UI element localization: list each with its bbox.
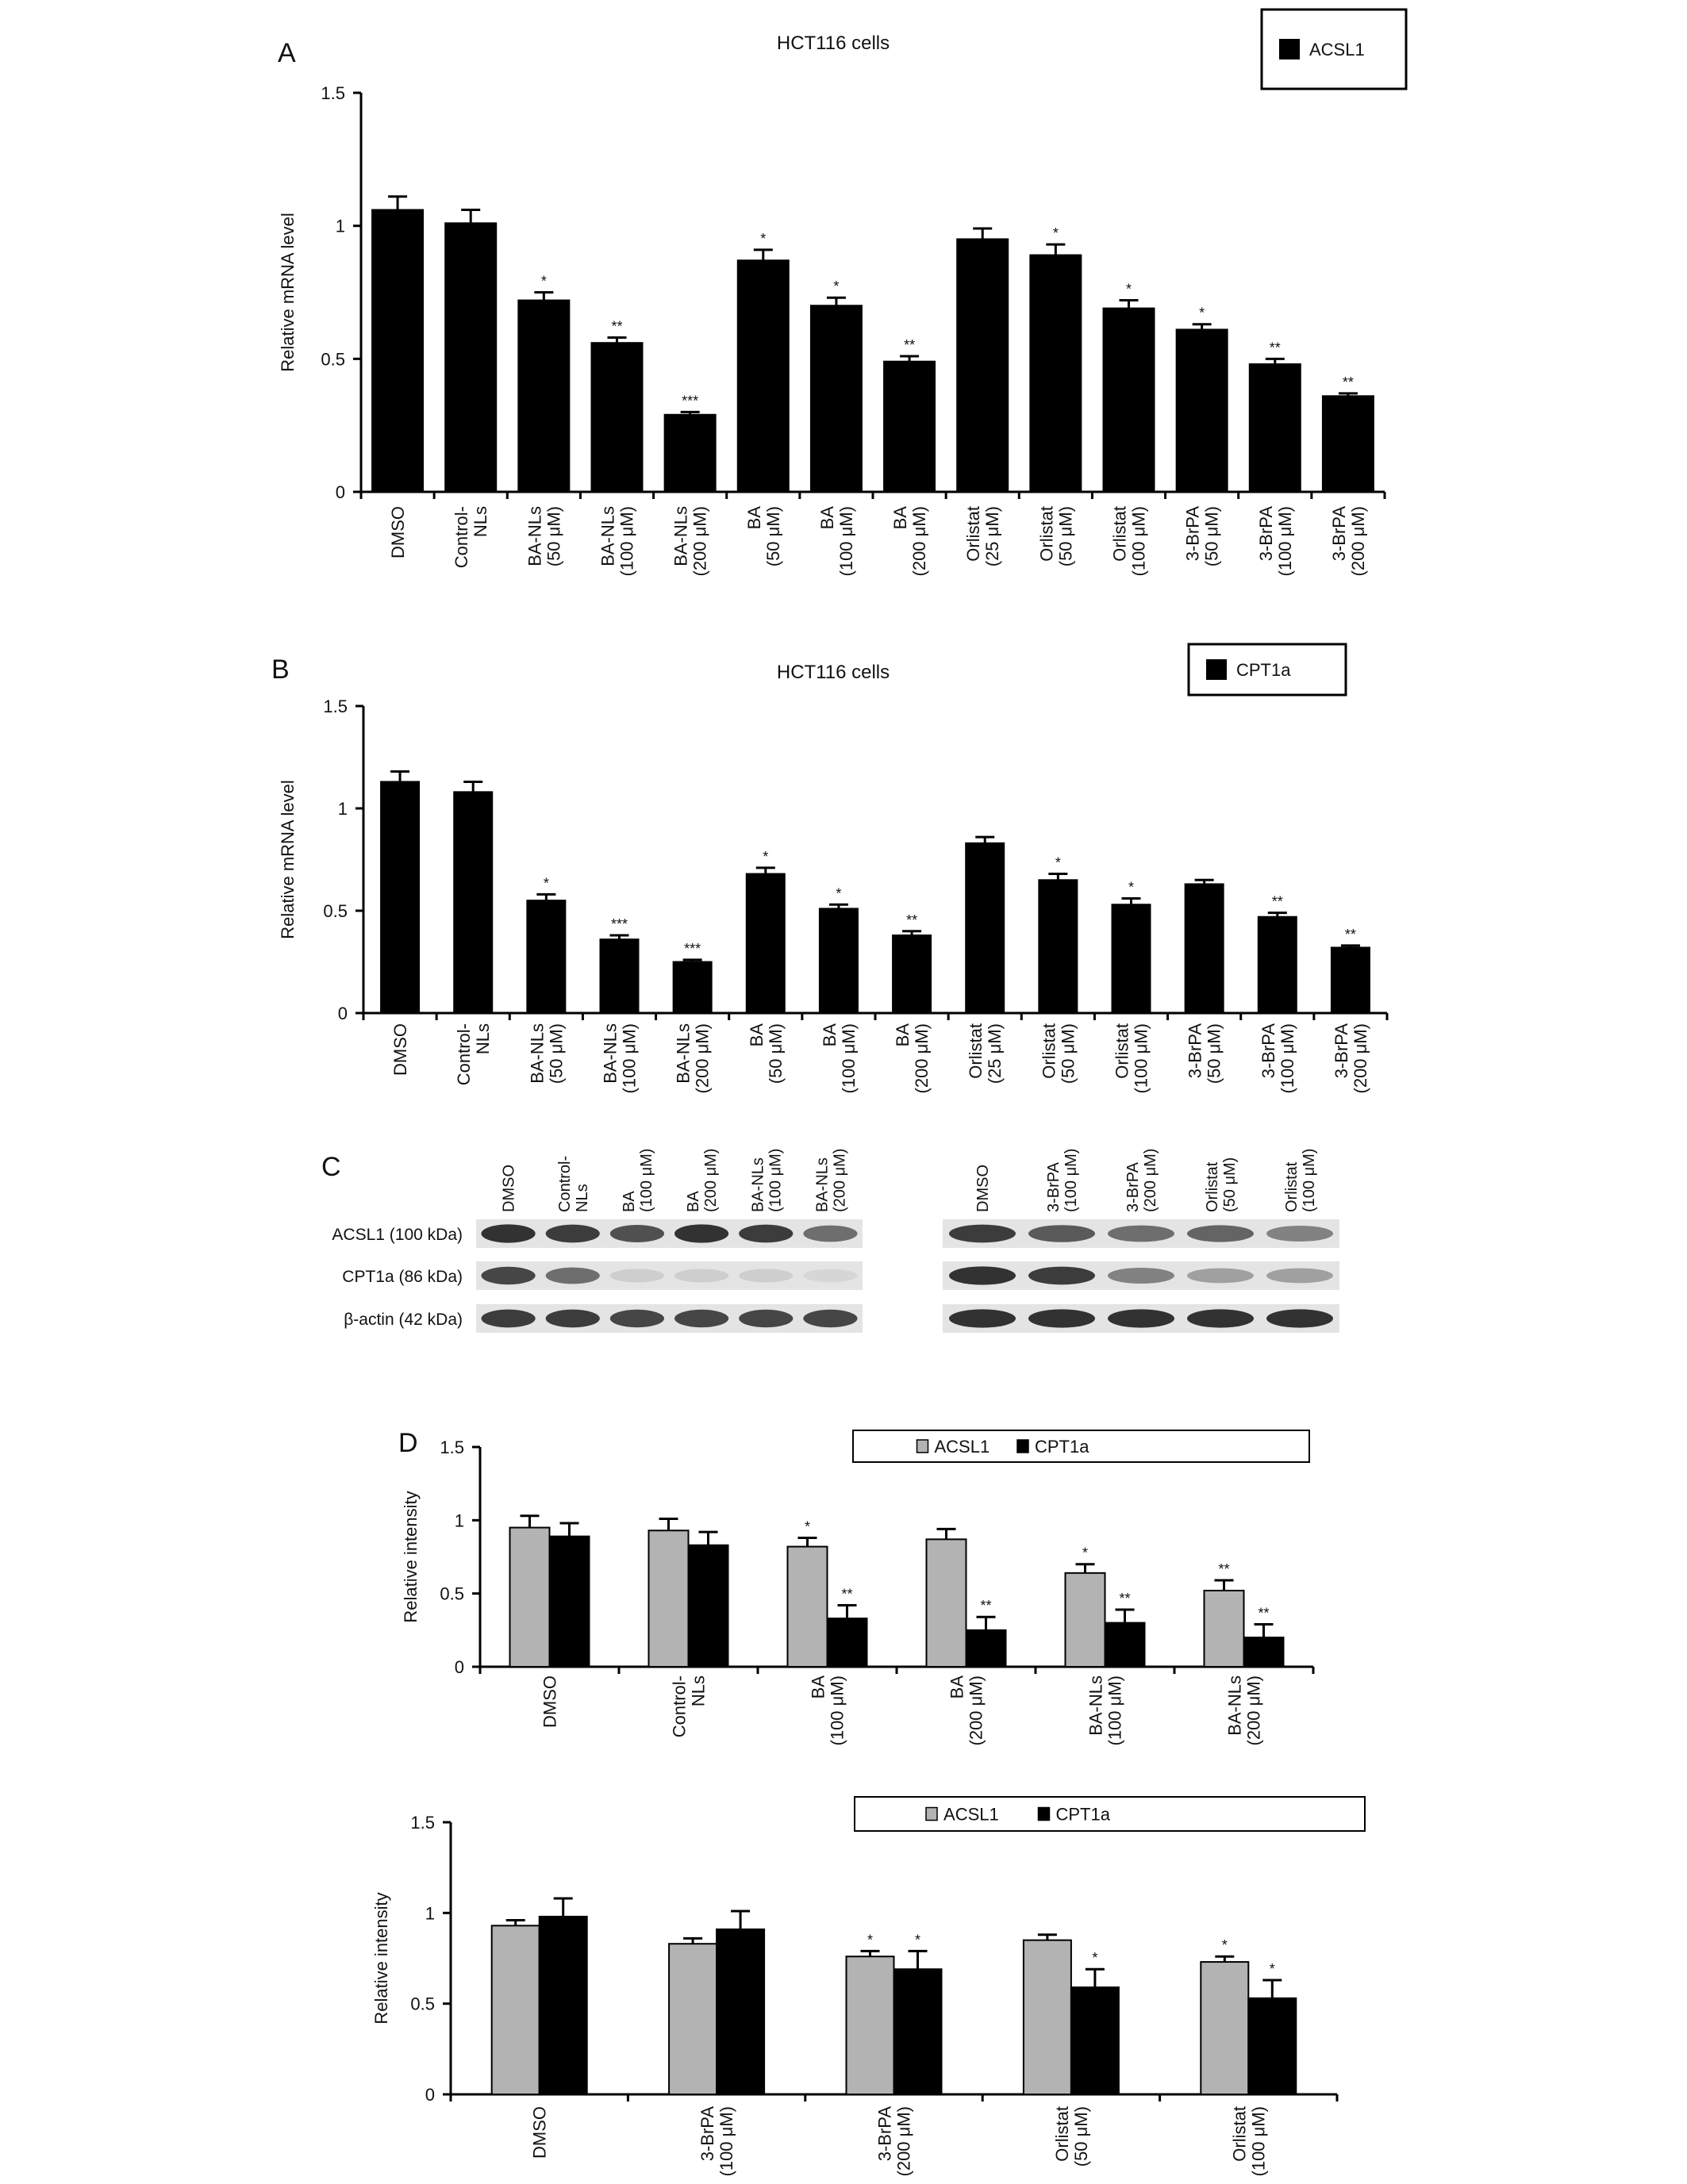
significance-marker: ** xyxy=(1269,340,1281,356)
category-label: 3-BrPA xyxy=(697,2106,718,2162)
bar-acsl1 xyxy=(649,1530,689,1667)
category-label: BA xyxy=(819,1023,840,1047)
y-axis-label: Relative mRNA level xyxy=(278,780,298,939)
bar-cpt1a xyxy=(527,900,565,1013)
y-tick-label: 0 xyxy=(454,1657,464,1677)
bar-acsl1 xyxy=(884,362,935,492)
blot-lane-label: (200 μM) xyxy=(831,1148,849,1212)
blot-lane-label: (200 μM) xyxy=(702,1148,721,1212)
bar-cpt1a xyxy=(1244,1637,1284,1667)
category-label: (200 μM) xyxy=(912,1023,932,1094)
blot-lane-label: BA xyxy=(620,1191,638,1212)
panel-letter-d: D xyxy=(398,1428,418,1458)
category-label: NLs xyxy=(471,506,491,538)
category-label: (100 μM) xyxy=(1274,506,1295,577)
legend-label: ACSL1 xyxy=(934,1437,990,1457)
bar-acsl1 xyxy=(847,1956,894,2094)
category-label: (100 μM) xyxy=(1131,1023,1151,1094)
blot-band xyxy=(949,1309,1016,1327)
blot-band xyxy=(546,1225,600,1243)
category-label: 3-BrPA xyxy=(1182,506,1203,562)
category-label: BA-NLs xyxy=(525,506,545,566)
blot-band xyxy=(1108,1226,1174,1242)
blot-lane-label: Orlistat xyxy=(1204,1161,1221,1212)
category-label: (100 μM) xyxy=(1248,2106,1269,2177)
bar-cpt1a xyxy=(1248,1998,1296,2094)
blot-band xyxy=(1108,1309,1174,1327)
significance-marker: ** xyxy=(1342,374,1354,390)
chart-title: HCT116 cells xyxy=(776,662,890,683)
significance-marker: *** xyxy=(610,915,628,932)
bar-cpt1a xyxy=(1071,1987,1119,2094)
blot-lane-label: Orlistat xyxy=(1283,1161,1301,1212)
significance-marker: *** xyxy=(682,393,699,409)
category-label: (100 μM) xyxy=(619,1023,640,1094)
panel-letter-c: C xyxy=(321,1152,341,1182)
bar-acsl1 xyxy=(492,1925,540,2094)
category-label: Control- xyxy=(669,1675,690,1738)
bar-cpt1a xyxy=(1105,1623,1145,1667)
bar-acsl1 xyxy=(1323,396,1374,492)
category-label: Control- xyxy=(454,1023,475,1086)
bar-cpt1a xyxy=(601,939,639,1013)
bar-cpt1a xyxy=(674,962,712,1014)
bar-cpt1a xyxy=(454,792,492,1013)
category-label: (200 μM) xyxy=(1350,1023,1370,1094)
significance-marker: * xyxy=(1125,281,1132,297)
y-tick-label: 0.5 xyxy=(323,901,348,921)
category-label: BA xyxy=(947,1675,967,1699)
significance-marker: ** xyxy=(906,912,918,928)
category-label: (100 μM) xyxy=(1105,1675,1125,1746)
significance-marker: * xyxy=(1055,854,1061,871)
legend-swatch xyxy=(917,1440,928,1453)
legend-swatch xyxy=(1279,39,1300,59)
legend-label: CPT1a xyxy=(1236,660,1291,680)
category-label: Orlistat xyxy=(1112,1023,1132,1079)
bar-acsl1 xyxy=(811,305,862,492)
blot-lane-label: 3-BrPA xyxy=(1045,1162,1063,1212)
chart-panel-a xyxy=(278,10,1406,576)
blot-lane-label: (200 μM) xyxy=(1142,1148,1159,1212)
panel-letter-a: A xyxy=(278,38,296,68)
y-tick-label: 0 xyxy=(337,1004,348,1023)
bar-cpt1a xyxy=(893,935,931,1013)
blot-band xyxy=(1028,1225,1095,1242)
y-axis-label: Relative mRNA level xyxy=(278,213,298,372)
category-label: BA xyxy=(746,1023,767,1047)
category-label: (200 μM) xyxy=(692,1023,713,1094)
y-axis-label: Relative intensity xyxy=(401,1491,421,1623)
category-label: (100 μM) xyxy=(827,1675,847,1746)
bar-acsl1 xyxy=(1201,1962,1248,2094)
significance-marker: * xyxy=(1221,1937,1228,1954)
category-label: (100 μM) xyxy=(838,1023,859,1094)
bar-cpt1a xyxy=(550,1537,590,1667)
blot-band xyxy=(674,1269,728,1283)
category-label: BA-NLs xyxy=(671,506,691,566)
bar-acsl1 xyxy=(1030,255,1081,492)
blot-band xyxy=(1028,1267,1095,1285)
chart-panel-d-bottom xyxy=(371,1797,1365,2176)
bar-acsl1 xyxy=(1177,329,1228,492)
blot-lane-label: (100 μM) xyxy=(1063,1148,1080,1212)
bar-cpt1a xyxy=(820,908,858,1013)
category-label: BA xyxy=(744,506,764,530)
category-label: (100 μM) xyxy=(617,506,637,577)
blot-band xyxy=(949,1225,1016,1243)
blot-band xyxy=(1187,1309,1254,1327)
category-label: 3-BrPA xyxy=(1185,1023,1205,1079)
blot-band xyxy=(739,1225,793,1243)
category-label: NLs xyxy=(473,1023,494,1055)
blot-lane-label: DMSO xyxy=(500,1165,518,1212)
bar-acsl1 xyxy=(592,343,643,492)
category-label: BA-NLs xyxy=(1224,1675,1245,1736)
blot-lane-label: DMSO xyxy=(974,1165,992,1212)
category-label: 3-BrPA xyxy=(1255,506,1276,562)
bar-cpt1a xyxy=(1039,880,1077,1013)
bar-cpt1a xyxy=(717,1929,764,2094)
y-tick-label: 0.5 xyxy=(410,1994,435,2014)
significance-marker: ** xyxy=(611,318,623,335)
blot-band xyxy=(1187,1225,1254,1242)
significance-marker: ** xyxy=(1344,926,1356,942)
significance-marker: * xyxy=(1082,1545,1089,1561)
category-label: (200 μM) xyxy=(893,2106,914,2177)
category-label: (200 μM) xyxy=(1243,1675,1264,1746)
category-label: DMSO xyxy=(390,1023,411,1076)
category-label: Orlistat xyxy=(1229,2106,1250,2162)
bar-acsl1 xyxy=(372,210,423,492)
legend-swatch xyxy=(1017,1440,1028,1453)
category-label: (200 μM) xyxy=(909,506,930,577)
category-label: Orlistat xyxy=(1051,2106,1072,2162)
chart-panel-d-top xyxy=(401,1430,1313,1745)
significance-marker: *** xyxy=(684,940,701,957)
bar-acsl1 xyxy=(1104,309,1155,492)
bar-cpt1a xyxy=(1186,884,1224,1013)
legend-swatch xyxy=(926,1808,937,1821)
bar-cpt1a xyxy=(381,781,419,1013)
blot-lane-label: BA-NLs xyxy=(813,1157,832,1212)
y-tick-label: 1 xyxy=(335,216,345,236)
significance-marker: ** xyxy=(904,336,916,353)
blot-band xyxy=(674,1310,728,1327)
bar-acsl1 xyxy=(1205,1591,1244,1667)
category-label: (50 μM) xyxy=(1058,1023,1078,1084)
blot-band xyxy=(1266,1226,1333,1242)
significance-marker: ** xyxy=(980,1598,992,1614)
bar-cpt1a xyxy=(540,1917,587,2094)
blot-lane-label: 3-BrPA xyxy=(1124,1162,1142,1212)
y-tick-label: 1.5 xyxy=(323,697,348,716)
blot-row-label: CPT1a (86 kDa) xyxy=(342,1268,463,1286)
y-tick-label: 0 xyxy=(335,482,345,502)
bar-cpt1a xyxy=(966,1630,1006,1667)
category-label: (25 μM) xyxy=(982,506,1003,567)
y-tick-label: 0.5 xyxy=(440,1583,464,1604)
category-label: (100 μM) xyxy=(1277,1023,1297,1094)
category-label: (100 μM) xyxy=(717,2106,737,2177)
blot-band xyxy=(739,1269,793,1283)
significance-marker: * xyxy=(836,885,842,902)
panel-letter-b: B xyxy=(271,654,290,685)
bar-acsl1 xyxy=(1024,1940,1071,2094)
category-label: 3-BrPA xyxy=(1258,1023,1278,1079)
category-label: BA xyxy=(893,1023,913,1047)
y-tick-label: 1.5 xyxy=(440,1437,464,1457)
significance-marker: * xyxy=(1269,1960,1275,1977)
category-label: BA xyxy=(890,506,911,530)
category-label: (50 μM) xyxy=(544,506,564,567)
blot-row-label: ACSL1 (100 kDa) xyxy=(332,1226,463,1244)
blot-band xyxy=(803,1310,857,1327)
significance-marker: * xyxy=(543,875,549,892)
significance-marker: * xyxy=(760,230,767,247)
chart-panel-b xyxy=(278,644,1387,1093)
category-label: DMSO xyxy=(529,2106,550,2159)
bar-cpt1a xyxy=(1112,904,1151,1013)
bar-acsl1 xyxy=(957,239,1008,492)
blot-lane-label: (100 μM) xyxy=(1301,1148,1318,1212)
bar-acsl1 xyxy=(1250,364,1301,492)
significance-marker: * xyxy=(804,1518,811,1535)
significance-marker: ** xyxy=(1218,1561,1230,1578)
significance-marker: * xyxy=(1199,305,1205,321)
category-label: Orlistat xyxy=(966,1023,986,1079)
bar-cpt1a xyxy=(747,874,785,1013)
blot-band xyxy=(803,1226,857,1242)
blot-band xyxy=(1266,1309,1333,1327)
bar-acsl1 xyxy=(518,301,569,492)
significance-marker: * xyxy=(1052,225,1059,242)
significance-marker: ** xyxy=(1119,1590,1131,1606)
category-label: (50 μM) xyxy=(1201,506,1222,567)
blot-band xyxy=(610,1310,664,1327)
legend-label: CPT1a xyxy=(1055,1804,1110,1825)
blot-band xyxy=(481,1310,535,1328)
category-label: 3-BrPA xyxy=(874,2106,895,2162)
category-label: (50 μM) xyxy=(1055,506,1076,567)
significance-marker: * xyxy=(833,278,840,295)
blot-band xyxy=(739,1310,793,1327)
blot-band xyxy=(481,1267,535,1284)
category-label: BA-NLs xyxy=(673,1023,694,1084)
bar-acsl1 xyxy=(738,260,789,492)
category-label: NLs xyxy=(688,1675,709,1707)
category-label: BA xyxy=(817,506,837,530)
significance-marker: * xyxy=(914,1932,921,1948)
y-tick-label: 1 xyxy=(454,1510,464,1531)
bar-acsl1 xyxy=(927,1539,966,1667)
y-tick-label: 1 xyxy=(337,799,348,819)
chart-title: HCT116 cells xyxy=(776,33,890,54)
significance-marker: ** xyxy=(1258,1605,1270,1622)
bar-cpt1a xyxy=(894,1969,942,2094)
category-label: (50 μM) xyxy=(1204,1023,1224,1084)
blot-band xyxy=(546,1310,600,1328)
significance-marker: * xyxy=(540,273,547,290)
y-tick-label: 1.5 xyxy=(410,1813,435,1833)
y-tick-label: 0 xyxy=(425,2085,435,2105)
blot-band xyxy=(481,1224,535,1242)
blot-band xyxy=(1108,1268,1174,1284)
y-tick-label: 0.5 xyxy=(321,349,345,370)
bar-cpt1a xyxy=(1332,947,1370,1013)
blot-lane-label: (100 μM) xyxy=(637,1148,655,1212)
category-label: (200 μM) xyxy=(1347,506,1368,577)
significance-marker: * xyxy=(1128,879,1135,896)
category-label: BA-NLs xyxy=(1086,1675,1106,1736)
y-axis-label: Relative intensity xyxy=(371,1892,391,2025)
category-label: (200 μM) xyxy=(690,506,710,577)
bar-acsl1 xyxy=(669,1944,717,2094)
category-label: DMSO xyxy=(388,506,409,558)
bar-cpt1a xyxy=(966,843,1004,1013)
legend-label: ACSL1 xyxy=(943,1804,999,1825)
category-label: (50 μM) xyxy=(763,505,783,567)
blot-lane-label: BA-NLs xyxy=(749,1157,767,1212)
bar-cpt1a xyxy=(689,1545,728,1667)
blot-band xyxy=(1187,1269,1254,1284)
y-tick-label: 1 xyxy=(425,1903,435,1924)
category-label: Control- xyxy=(452,506,472,569)
blot-band xyxy=(803,1269,857,1283)
category-label: Orlistat xyxy=(963,506,984,562)
category-label: (25 μM) xyxy=(985,1023,1005,1084)
blot-band xyxy=(610,1225,664,1242)
blot-lane-label: BA xyxy=(685,1191,703,1212)
bar-acsl1 xyxy=(1066,1573,1105,1667)
legend-label: ACSL1 xyxy=(1309,40,1365,59)
category-label: Orlistat xyxy=(1109,506,1130,562)
bar-acsl1 xyxy=(665,415,716,492)
significance-marker: * xyxy=(867,1932,874,1948)
legend-swatch xyxy=(1206,659,1227,680)
category-label: (50 μM) xyxy=(546,1023,567,1084)
category-label: Orlistat xyxy=(1036,506,1057,562)
category-label: BA-NLs xyxy=(527,1023,548,1084)
significance-marker: ** xyxy=(1271,893,1283,910)
significance-marker: * xyxy=(763,848,769,865)
blot-band xyxy=(1028,1309,1095,1327)
category-label: BA xyxy=(808,1675,828,1699)
category-label: (100 μM) xyxy=(836,506,856,577)
category-label: (100 μM) xyxy=(1128,506,1149,577)
blot-row-label: β-actin (42 kDa) xyxy=(344,1311,463,1329)
category-label: BA-NLs xyxy=(600,1023,621,1084)
category-label: 3-BrPA xyxy=(1328,506,1349,562)
bar-acsl1 xyxy=(788,1547,828,1667)
y-tick-label: 1.5 xyxy=(321,83,345,103)
bar-acsl1 xyxy=(510,1528,550,1667)
blot-lane-label: Control- xyxy=(555,1155,574,1212)
blot-lane-label: (50 μM) xyxy=(1221,1157,1239,1212)
blot-band xyxy=(546,1268,600,1284)
significance-marker: * xyxy=(1092,1950,1098,1967)
blot-band xyxy=(1266,1269,1333,1284)
significance-marker: ** xyxy=(841,1586,853,1602)
category-label: (50 μM) xyxy=(1070,2106,1091,2167)
blot-band xyxy=(949,1266,1016,1284)
legend-swatch xyxy=(1038,1808,1049,1821)
category-label: DMSO xyxy=(540,1675,560,1728)
blot-lane-label: (100 μM) xyxy=(767,1148,785,1212)
bar-acsl1 xyxy=(445,223,496,492)
bar-cpt1a xyxy=(828,1618,867,1667)
legend-label: CPT1a xyxy=(1035,1437,1089,1457)
category-label: Orlistat xyxy=(1039,1023,1059,1079)
category-label: (50 μM) xyxy=(765,1023,786,1084)
western-blot-panel xyxy=(332,1149,1339,1333)
blot-lane-label: NLs xyxy=(573,1184,591,1212)
blot-band xyxy=(674,1224,728,1242)
category-label: BA-NLs xyxy=(598,506,618,566)
category-label: (200 μM) xyxy=(966,1675,986,1746)
bar-cpt1a xyxy=(1259,917,1297,1013)
blot-band xyxy=(610,1269,664,1283)
category-label: 3-BrPA xyxy=(1331,1023,1351,1079)
